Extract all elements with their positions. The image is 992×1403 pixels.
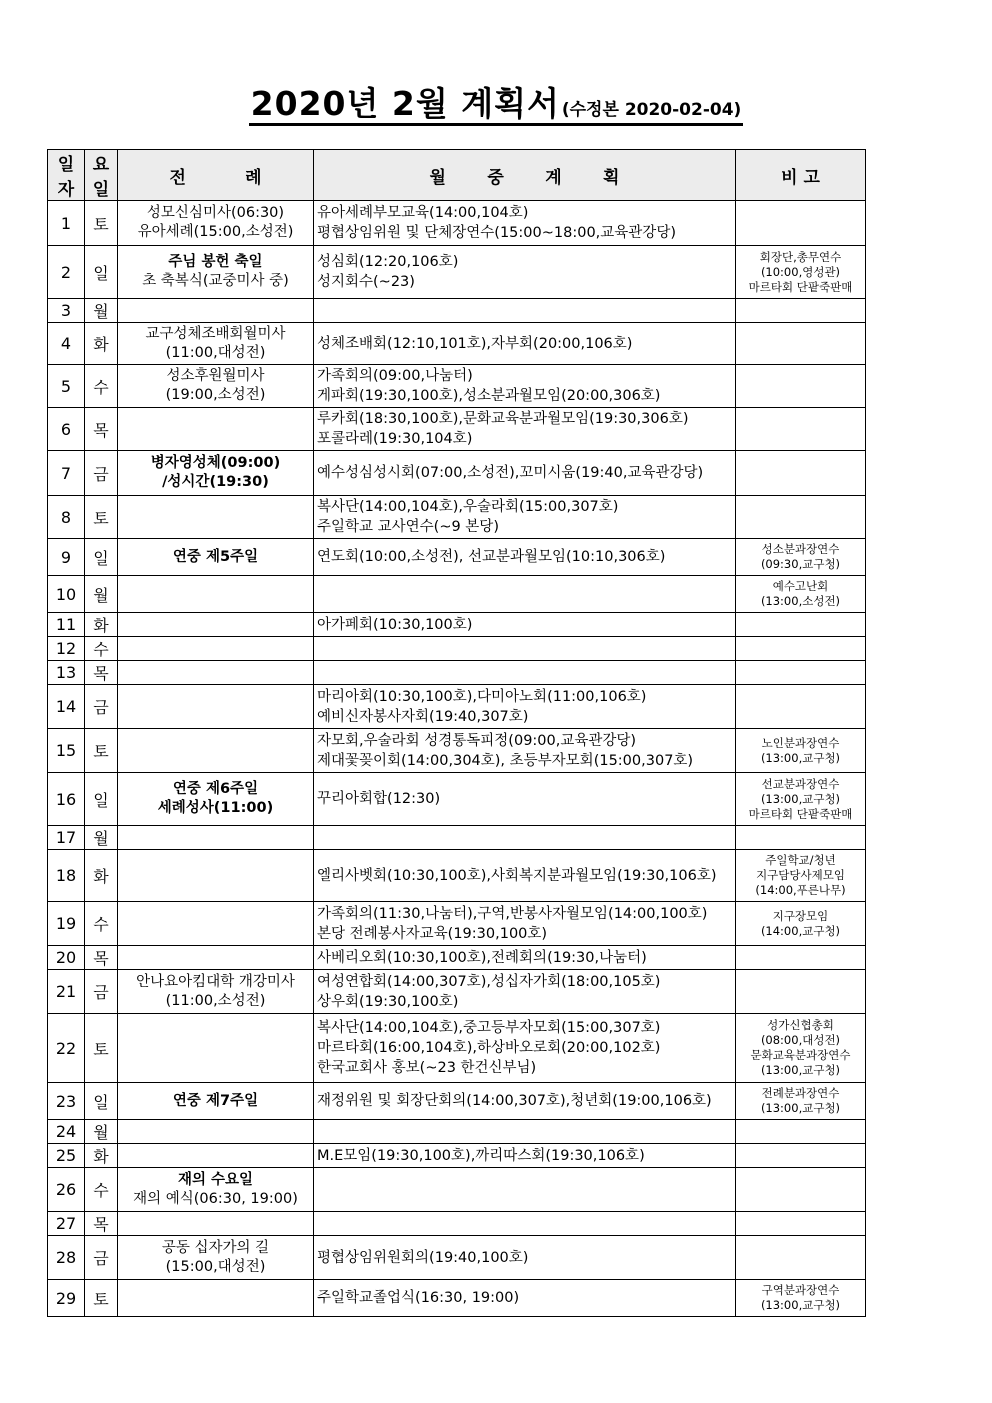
plan-line: 연도회(10:00,소성전), 선교분과월모임(10:10,306호)	[317, 549, 666, 565]
note-line: 마르타회 단팥죽판매	[748, 806, 853, 821]
plan-line: 가족회의(11:30,나눔터),구역,반봉사자월모임(14:00,100호)	[317, 905, 708, 922]
note-cell	[736, 661, 866, 685]
dow-cell: 토	[85, 201, 118, 246]
plan-cell	[314, 1212, 736, 1236]
liturgy-cell	[118, 201, 314, 246]
liturgy-cell	[118, 1280, 314, 1317]
table-row	[48, 970, 866, 1014]
plan-cell	[314, 299, 736, 323]
note-cell	[736, 539, 866, 576]
liturgy-cell	[118, 496, 314, 539]
liturgy-cell	[118, 1212, 314, 1236]
day-cell: 28	[48, 1236, 85, 1280]
header-note: 비 고	[736, 150, 866, 201]
day-cell: 12	[48, 637, 85, 661]
note-cell	[736, 1212, 866, 1236]
plan-line: 본당 전례봉사자교육(19:30,100호)	[317, 925, 548, 942]
note-cell	[736, 1014, 866, 1083]
note-cell	[736, 970, 866, 1014]
dow-cell: 월	[85, 1120, 118, 1144]
plan-cell	[314, 773, 736, 826]
header-liturgy: 전 례	[118, 150, 314, 201]
plan-cell	[314, 637, 736, 661]
day-cell: 11	[48, 613, 85, 637]
plan-cell	[314, 201, 736, 246]
plan-cell	[314, 685, 736, 729]
note-cell	[736, 1280, 866, 1317]
plan-cell	[314, 661, 736, 685]
note-cell	[736, 246, 866, 299]
note-cell	[736, 1083, 866, 1120]
table-row	[48, 323, 866, 365]
dow-cell: 토	[85, 1014, 118, 1083]
day-cell: 21	[48, 970, 85, 1014]
day-cell: 2	[48, 246, 85, 299]
day-cell: 7	[48, 451, 85, 496]
header-row	[48, 150, 866, 201]
table-row	[48, 365, 866, 408]
table-row	[48, 661, 866, 685]
plan-cell	[314, 902, 736, 946]
liturgy-line: 성소후원월미사	[166, 368, 265, 384]
note-cell	[736, 850, 866, 902]
plan-line: 복사단(14:00,104호),우술라회(15:00,307호)	[317, 499, 619, 515]
table-row	[48, 576, 866, 613]
note-line: 노인분과장연수	[761, 735, 840, 750]
day-cell: 29	[48, 1280, 85, 1317]
dow-cell: 화	[85, 850, 118, 902]
note-line: (14:00,교구청)	[760, 923, 841, 938]
day-cell: 4	[48, 323, 85, 365]
dow-cell: 월	[85, 576, 118, 613]
table-row	[48, 685, 866, 729]
note-line: (13:00,교구청)	[760, 791, 841, 806]
dow-cell: 금	[85, 685, 118, 729]
table-row	[48, 1144, 866, 1168]
plan-line: 성체조배회(12:10,101호),자부회(20:00,106호)	[317, 335, 633, 352]
note-line: (09:30,교구청)	[760, 557, 841, 571]
liturgy-line: 연중 제5주일	[172, 548, 259, 565]
liturgy-cell	[118, 685, 314, 729]
day-cell: 5	[48, 365, 85, 408]
day-cell: 14	[48, 685, 85, 729]
note-cell	[736, 729, 866, 773]
note-line: 전례분과장연수	[761, 1086, 840, 1100]
liturgy-cell	[118, 661, 314, 685]
note-cell	[736, 902, 866, 946]
liturgy-line: 안나요아킴대학 개강미사	[136, 973, 295, 990]
table-row	[48, 408, 866, 451]
liturgy-cell	[118, 539, 314, 576]
plan-line: 꾸리아회합(12:30)	[317, 791, 441, 807]
liturgy-line: (11:00,소성전)	[165, 992, 266, 1009]
plan-line: 제대꽃꽂이회(14:00,304호), 초등부자모회(15:00,307호)	[317, 752, 694, 769]
plan-line: 마르타회(16:00,104호),하상바오로회(20:00,102호)	[317, 1040, 661, 1056]
liturgy-cell	[118, 1236, 314, 1280]
table-row	[48, 451, 866, 496]
plan-cell	[314, 850, 736, 902]
day-cell: 9	[48, 539, 85, 576]
liturgy-line: 재의 예식(06:30, 19:00)	[133, 1190, 298, 1207]
note-line: 성소분과장연수	[761, 542, 840, 556]
dow-cell: 월	[85, 826, 118, 850]
title-main: 2020년 2월 계획서	[250, 84, 560, 123]
plan-line: 평협상임위원회의(19:40,100호)	[317, 1249, 529, 1266]
dow-cell: 수	[85, 902, 118, 946]
dow-cell: 일	[85, 1083, 118, 1120]
plan-line: 엘리사벳회(10:30,100호),사회복지분과월모임(19:30,106호)	[317, 867, 717, 884]
dow-cell: 월	[85, 299, 118, 323]
plan-cell	[314, 365, 736, 408]
plan-line: 사베리오회(10:30,100호),전례회의(19:30,나눔터)	[317, 949, 647, 966]
dow-cell: 금	[85, 970, 118, 1014]
plan-line: 성심회(12:20,106호)	[317, 254, 459, 270]
table-row	[48, 826, 866, 850]
dow-cell: 일	[85, 773, 118, 826]
dow-cell: 화	[85, 613, 118, 637]
note-cell	[736, 773, 866, 826]
dow-cell: 금	[85, 451, 118, 496]
plan-cell	[314, 1014, 736, 1083]
day-cell: 13	[48, 661, 85, 685]
liturgy-line: 연중 제6주일	[172, 781, 259, 797]
table-row	[48, 1120, 866, 1144]
table-row	[48, 1014, 866, 1083]
liturgy-line: 성모신심미사(06:30)	[146, 205, 285, 221]
day-cell: 15	[48, 729, 85, 773]
note-cell	[736, 365, 866, 408]
dow-cell: 수	[85, 365, 118, 408]
note-line: (14:00,푸른나무)	[755, 883, 846, 897]
note-line: 예수고난회	[772, 579, 829, 593]
table-row	[48, 1168, 866, 1212]
title-wrap	[0, 86, 992, 126]
note-cell	[736, 1236, 866, 1280]
plan-cell	[314, 1144, 736, 1168]
liturgy-line: (19:00,소성전)	[165, 387, 266, 403]
liturgy-line: 연중 제7주일	[172, 1092, 259, 1109]
plan-line: M.E모임(19:30,100호),까리따스회(19:30,106호)	[317, 1147, 645, 1164]
liturgy-cell	[118, 323, 314, 365]
note-line: (13:00,교구청)	[760, 1101, 841, 1115]
dow-cell: 토	[85, 496, 118, 539]
plan-cell	[314, 1083, 736, 1120]
liturgy-cell	[118, 365, 314, 408]
note-cell	[736, 496, 866, 539]
header-day: 일자	[48, 150, 85, 201]
note-line: 마르타회 단팥죽판매	[748, 279, 853, 294]
table-row	[48, 299, 866, 323]
day-cell: 6	[48, 408, 85, 451]
page-title	[249, 86, 744, 126]
note-line: 지구담당사제모임	[756, 868, 845, 882]
day-cell: 16	[48, 773, 85, 826]
liturgy-cell	[118, 1168, 314, 1212]
header-dow: 요일	[85, 150, 118, 201]
plan-line: 예비신자봉사자회(19:40,307호)	[317, 708, 529, 725]
liturgy-line: /성시간(19:30)	[162, 474, 269, 490]
day-cell: 23	[48, 1083, 85, 1120]
note-line: (13:00,교구청)	[760, 750, 841, 765]
liturgy-cell	[118, 729, 314, 773]
liturgy-cell	[118, 408, 314, 451]
liturgy-cell	[118, 451, 314, 496]
plan-line: 유아세례부모교육(14:00,104호)	[317, 205, 529, 221]
liturgy-cell	[118, 613, 314, 637]
liturgy-line: 초 축복식(교중미사 중)	[142, 273, 289, 289]
schedule-table	[47, 149, 866, 1317]
day-cell: 3	[48, 299, 85, 323]
liturgy-line: 재의 수요일	[177, 1171, 254, 1188]
plan-cell	[314, 1236, 736, 1280]
table-row	[48, 1236, 866, 1280]
note-cell	[736, 1168, 866, 1212]
table-row	[48, 613, 866, 637]
title-sub: (수정본 2020-02-04)	[561, 100, 742, 120]
liturgy-line: 공동 십자가의 길	[161, 1239, 270, 1256]
note-cell	[736, 451, 866, 496]
table-row	[48, 902, 866, 946]
plan-line: 주일학교졸업식(16:30, 19:00)	[317, 1290, 520, 1306]
plan-cell	[314, 408, 736, 451]
plan-line: 복사단(14:00,104호),중고등부자모회(15:00,307호)	[317, 1020, 661, 1036]
note-line: 문화교육분과장연수	[750, 1048, 851, 1062]
plan-cell	[314, 826, 736, 850]
dow-cell: 토	[85, 729, 118, 773]
note-cell	[736, 826, 866, 850]
dow-cell: 목	[85, 408, 118, 451]
plan-cell	[314, 323, 736, 365]
schedule-body	[48, 201, 866, 1317]
dow-cell: 목	[85, 946, 118, 970]
table-row	[48, 773, 866, 826]
plan-line: 주일학교 교사연수(~9 본당)	[317, 519, 499, 535]
table-row	[48, 1083, 866, 1120]
note-cell	[736, 637, 866, 661]
table-row	[48, 729, 866, 773]
liturgy-line: 유아세례(15:00,소성전)	[137, 224, 294, 240]
liturgy-line: 세례성사(11:00)	[157, 800, 274, 816]
plan-line: 포콜라레(19:30,104호)	[317, 431, 473, 447]
dow-cell: 화	[85, 1144, 118, 1168]
liturgy-cell	[118, 1144, 314, 1168]
table-row	[48, 946, 866, 970]
plan-cell	[314, 729, 736, 773]
plan-cell	[314, 1280, 736, 1317]
note-cell	[736, 299, 866, 323]
dow-cell: 토	[85, 1280, 118, 1317]
dow-cell: 수	[85, 637, 118, 661]
plan-line: 루카회(18:30,100호),문화교육분과월모임(19:30,306호)	[317, 411, 689, 427]
liturgy-cell	[118, 1120, 314, 1144]
dow-cell: 목	[85, 1212, 118, 1236]
day-cell: 1	[48, 201, 85, 246]
plan-line: 성지회수(~23)	[317, 274, 415, 290]
note-cell	[736, 201, 866, 246]
liturgy-cell	[118, 1083, 314, 1120]
note-cell	[736, 946, 866, 970]
note-cell	[736, 576, 866, 613]
day-cell: 20	[48, 946, 85, 970]
note-cell	[736, 1120, 866, 1144]
note-line: (10:00,영성관)	[760, 264, 841, 279]
day-cell: 22	[48, 1014, 85, 1083]
plan-line: 아가페회(10:30,100호)	[317, 616, 473, 633]
plan-cell	[314, 946, 736, 970]
plan-cell	[314, 1120, 736, 1144]
plan-cell	[314, 451, 736, 496]
plan-line: 재정위원 및 회장단회의(14:00,307호),청년회(19:00,106호)	[317, 1093, 712, 1109]
liturgy-line: 주님 봉헌 축일	[168, 254, 263, 270]
plan-line: 게파회(19:30,100호),성소분과월모임(20:00,306호)	[317, 388, 661, 404]
liturgy-cell	[118, 773, 314, 826]
table-row	[48, 1280, 866, 1317]
table-row	[48, 539, 866, 576]
day-cell: 26	[48, 1168, 85, 1212]
note-line: (13:00,교구청)	[760, 1298, 841, 1312]
plan-cell	[314, 970, 736, 1014]
liturgy-cell	[118, 946, 314, 970]
plan-line: 평협상임위원 및 단체장연수(15:00~18:00,교육관강당)	[317, 225, 676, 241]
dow-cell: 수	[85, 1168, 118, 1212]
liturgy-cell	[118, 850, 314, 902]
liturgy-line: (11:00,대성전)	[165, 344, 266, 361]
note-cell	[736, 408, 866, 451]
dow-cell: 일	[85, 246, 118, 299]
table-row	[48, 246, 866, 299]
day-cell: 10	[48, 576, 85, 613]
dow-cell: 목	[85, 661, 118, 685]
liturgy-cell	[118, 637, 314, 661]
note-line: 회장단,총무연수	[759, 249, 842, 264]
note-line: (08:00,대성전)	[760, 1033, 841, 1047]
plan-line: 가족회의(09:00,나눔터)	[317, 368, 473, 384]
dow-cell: 화	[85, 323, 118, 365]
plan-cell	[314, 246, 736, 299]
plan-cell	[314, 576, 736, 613]
day-cell: 18	[48, 850, 85, 902]
header-plan: 월 중 계 획	[314, 150, 736, 201]
day-cell: 24	[48, 1120, 85, 1144]
liturgy-cell	[118, 576, 314, 613]
table-row	[48, 1212, 866, 1236]
plan-cell	[314, 539, 736, 576]
plan-line: 상우회(19:30,100호)	[317, 993, 459, 1010]
table-row	[48, 201, 866, 246]
dow-cell: 금	[85, 1236, 118, 1280]
liturgy-cell	[118, 246, 314, 299]
plan-line: 여성연합회(14:00,307호),성십자가회(18:00,105호)	[317, 973, 661, 990]
note-cell	[736, 323, 866, 365]
liturgy-cell	[118, 1014, 314, 1083]
note-line: 성가신협총회	[767, 1018, 834, 1032]
note-line: 지구장모임	[772, 908, 829, 923]
note-line: 주일학교/청년	[765, 853, 836, 867]
note-cell	[736, 613, 866, 637]
plan-cell	[314, 1168, 736, 1212]
note-line: (13:00,교구청)	[760, 1063, 841, 1077]
liturgy-line: 교구성체조배회월미사	[145, 325, 286, 342]
plan-cell	[314, 613, 736, 637]
plan-line: 자모회,우술라회 성경통독피정(09:00,교육관강당)	[317, 732, 637, 749]
note-cell	[736, 685, 866, 729]
liturgy-cell	[118, 826, 314, 850]
note-line: (13:00,소성전)	[760, 594, 841, 608]
liturgy-line: (15:00,대성전)	[165, 1258, 266, 1275]
note-line: 선교분과장연수	[761, 776, 840, 791]
table-row	[48, 496, 866, 539]
note-line: 구역분과장연수	[761, 1283, 840, 1297]
plan-cell	[314, 496, 736, 539]
liturgy-cell	[118, 299, 314, 323]
note-cell	[736, 1144, 866, 1168]
day-cell: 17	[48, 826, 85, 850]
liturgy-line: 병자영성체(09:00)	[150, 455, 281, 471]
day-cell: 25	[48, 1144, 85, 1168]
liturgy-cell	[118, 902, 314, 946]
table-row	[48, 850, 866, 902]
plan-line: 한국교회사 홍보(~23 한건신부님)	[317, 1060, 537, 1076]
plan-line: 예수성심성시회(07:00,소성전),꼬미시움(19:40,교육관강당)	[317, 465, 704, 481]
day-cell: 19	[48, 902, 85, 946]
day-cell: 27	[48, 1212, 85, 1236]
plan-line: 마리아회(10:30,100호),다미아노회(11:00,106호)	[317, 688, 647, 705]
liturgy-cell	[118, 970, 314, 1014]
dow-cell: 일	[85, 539, 118, 576]
table-row	[48, 637, 866, 661]
day-cell: 8	[48, 496, 85, 539]
